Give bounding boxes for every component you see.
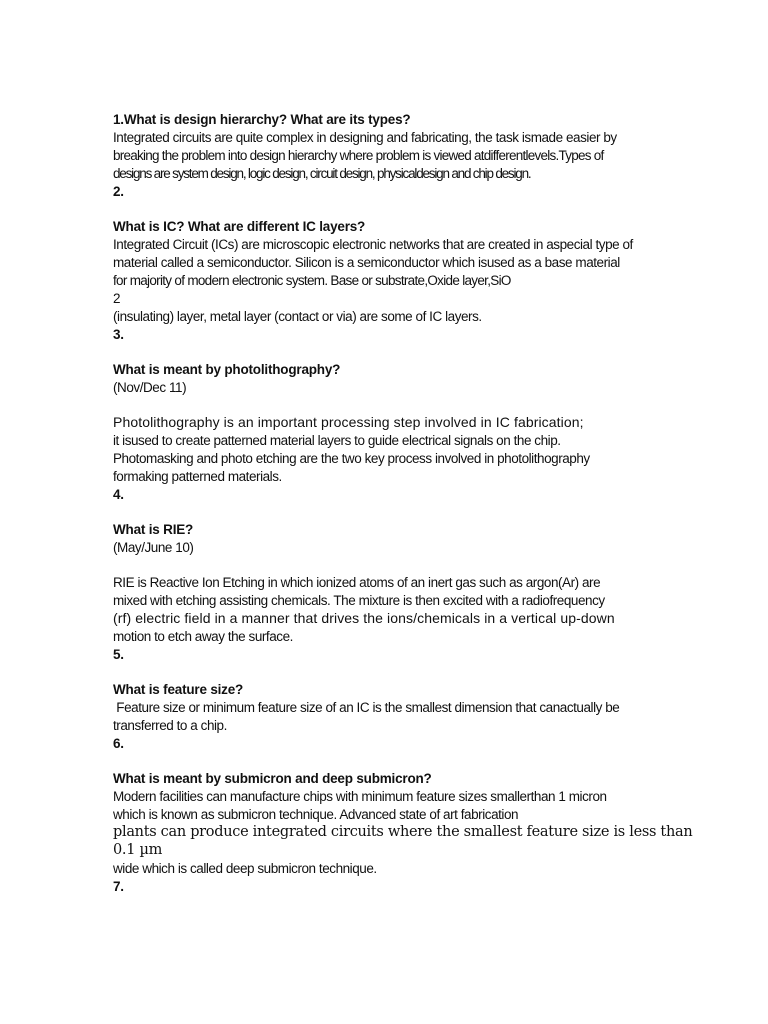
question-2-heading: What is IC? What are different IC layers?	[113, 219, 366, 234]
question-4-heading: What is RIE?	[113, 522, 194, 537]
question-number-3: 3.	[113, 327, 124, 342]
answer-6-line-2: which is known as submicron technique. Advanced state of art fabrication	[113, 807, 519, 822]
question-number-7: 7.	[113, 879, 124, 894]
answer-5-line-2: transferred to a chip.	[113, 718, 227, 733]
answer-6-line-3: plants can produce integrated circuits where the smallest feature size is less than	[113, 824, 693, 840]
question-1-heading: 1.What is design hierarchy? What are its types?	[113, 112, 411, 127]
answer-6-line-5: wide which is called deep submicron technique.	[113, 861, 377, 876]
answer-6-line-4: 0.1 µm	[113, 842, 163, 858]
question-number-4: 4.	[113, 487, 124, 502]
answer-2-line-3: for majority of modern electronic system. Base or substrate,Oxide layer,SiO	[113, 273, 511, 288]
question-5-heading: What is feature size?	[113, 682, 244, 697]
question-3-heading: What is meant by photolithography?	[113, 362, 341, 377]
question-4-date: (May/June 10)	[113, 540, 194, 555]
answer-2-subscript: 2	[113, 291, 121, 306]
question-number-5: 5.	[113, 647, 124, 662]
answer-4-line-3: (rf) electric field in a manner that drives the ions/chemicals in a vertical up-down	[113, 610, 615, 626]
answer-3-line-2: it isused to create patterned material layers to guide electrical signals on the chip.	[113, 433, 561, 448]
question-6-heading: What is meant by submicron and deep submicron?	[113, 771, 432, 786]
answer-5-line-1: Feature size or minimum feature size of an IC is the smallest dimension that canactually be	[113, 700, 620, 715]
answer-1-line-1: Integrated circuits are quite complex in designing and fabricating, the task ismade easier by	[113, 130, 617, 145]
question-number-6: 6.	[113, 736, 124, 751]
answer-2-line-4: (insulating) layer, metal layer (contact or via) are some of IC layers.	[113, 309, 482, 324]
answer-1-line-3: designs are system design, logic design, circuit design, physicaldesign and chip design.	[113, 166, 531, 181]
answer-3-line-4: formaking patterned materials.	[113, 469, 282, 484]
answer-3-line-3: Photomasking and photo etching are the two key process involved in photolithography	[113, 451, 590, 466]
answer-4-line-4: motion to etch away the surface.	[113, 629, 293, 644]
answer-1-line-2: breaking the problem into design hierarchy where problem is viewed atdifferentlevels.Types of	[113, 148, 604, 163]
question-number-2: 2.	[113, 184, 124, 199]
answer-2-line-2: material called a semiconductor. Silicon is a semiconductor which isused as a base material	[113, 255, 620, 270]
answer-4-line-1: RIE is Reactive Ion Etching in which ionized atoms of an inert gas such as argon(Ar) are	[113, 575, 601, 590]
question-3-date: (Nov/Dec 11)	[113, 380, 187, 395]
answer-2-line-1: Integrated Circuit (ICs) are microscopic electronic networks that are created in aspecial type of	[113, 237, 633, 252]
answer-3-line-1: Photolithography is an important processing step involved in IC fabrication;	[113, 414, 584, 430]
answer-4-line-2: mixed with etching assisting chemicals. The mixture is then excited with a radiofrequency	[113, 593, 605, 608]
answer-6-line-1: Modern facilities can manufacture chips with minimum feature sizes smallerthan 1 micron	[113, 789, 607, 804]
